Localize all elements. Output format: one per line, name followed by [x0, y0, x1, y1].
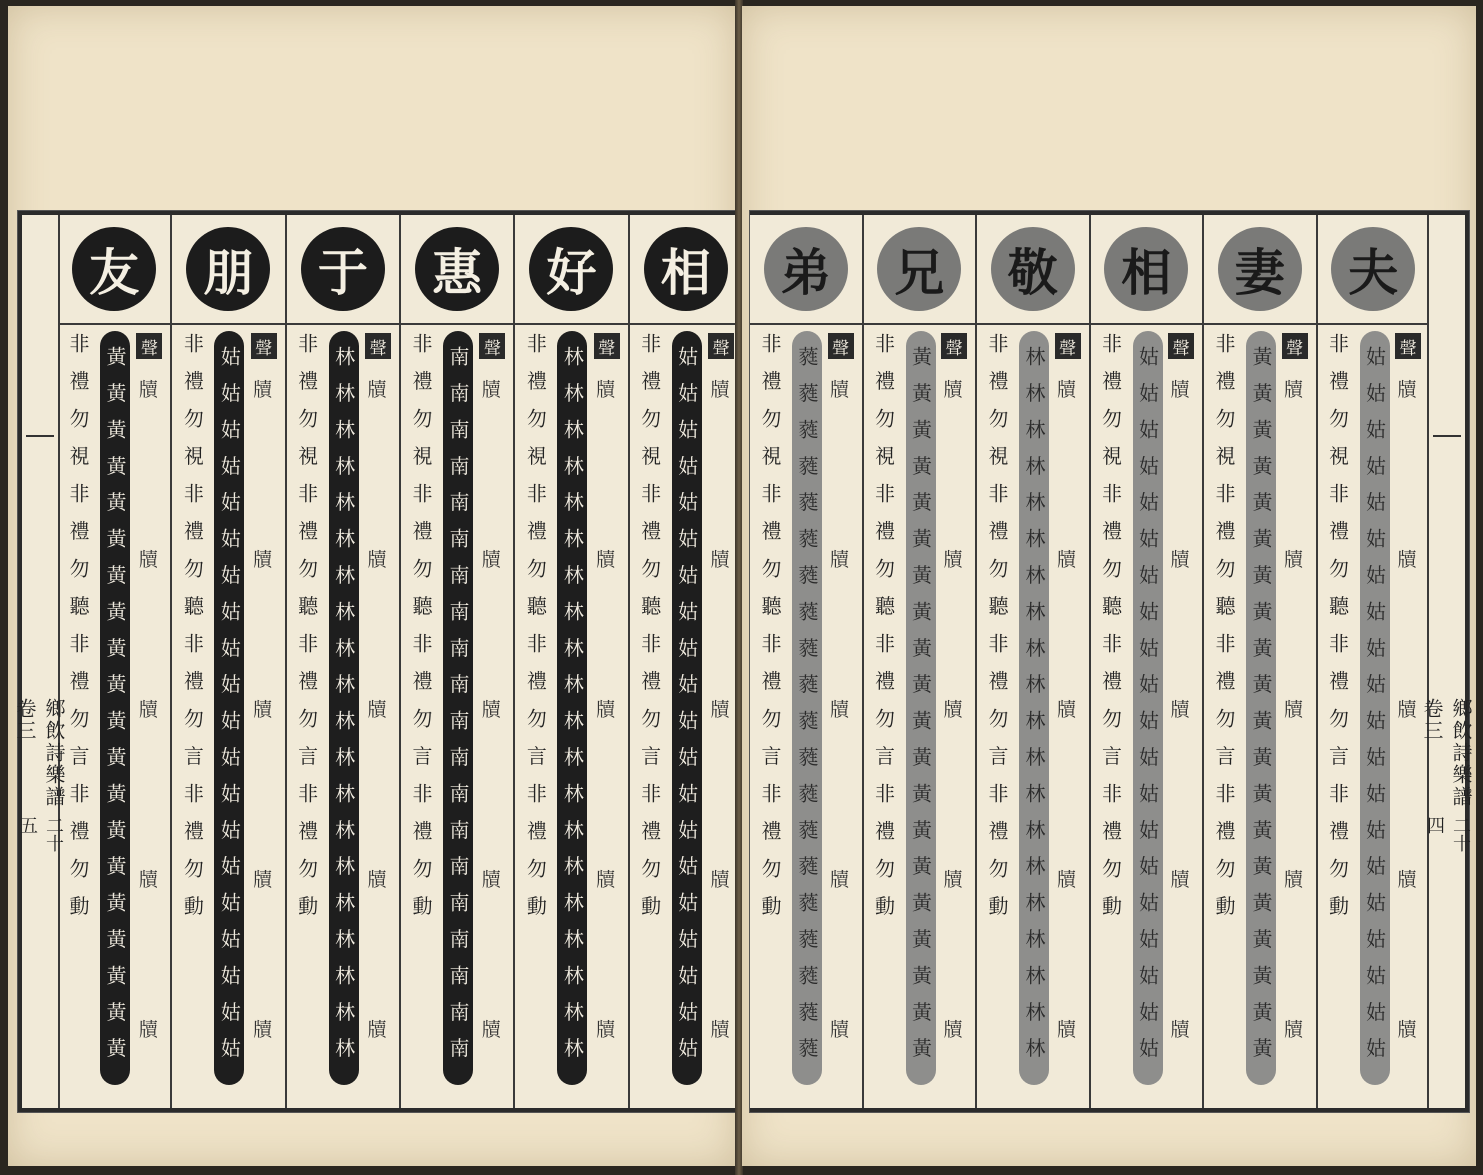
du-mark: 牘	[481, 869, 501, 891]
du-mark: 牘	[710, 379, 730, 401]
du-mark: 牘	[829, 699, 849, 721]
du-mark: 牘	[943, 549, 963, 571]
pitch-band: 姑姑姑姑姑姑姑姑姑姑姑姑姑姑姑姑姑姑姑姑	[1133, 331, 1163, 1085]
du-mark: 牘	[829, 549, 849, 571]
du-mark: 牘	[1170, 379, 1190, 401]
du-mark: 牘	[138, 549, 158, 571]
pitch-band: 黃黃黃黃黃黃黃黃黃黃黃黃黃黃黃黃黃黃黃黃	[100, 331, 130, 1085]
title-cell	[1091, 215, 1203, 325]
right-margin-number: 二十四	[1424, 816, 1471, 853]
title-cell	[750, 215, 862, 325]
du-mark: 牘	[829, 869, 849, 891]
sheng-mark: 聲	[136, 333, 162, 359]
score-column	[750, 215, 862, 1108]
du-mark: 牘	[138, 869, 158, 891]
lyric-seal: 妻	[1218, 227, 1302, 311]
left-margin	[13, 215, 66, 1108]
du-mark: 牘	[710, 869, 730, 891]
score-column	[170, 215, 284, 1108]
lyric-text: 非禮勿視非禮勿聽非禮勿言非禮勿動	[637, 333, 662, 933]
du-mark: 牘	[1397, 699, 1417, 721]
right-frame	[750, 211, 1473, 1112]
lyric-text: 非禮勿視非禮勿聽非禮勿言非禮勿動	[985, 333, 1009, 933]
lyric-text: 非禮勿視非禮勿聽非禮勿言非禮勿動	[408, 333, 433, 933]
lyric-seal: 夫	[1331, 227, 1415, 311]
left-margin-title: 鄉飲詩樂譜卷三	[13, 697, 66, 808]
du-mark: 牘	[1170, 699, 1190, 721]
du-mark: 牘	[596, 699, 616, 721]
du-mark: 牘	[367, 379, 387, 401]
du-mark: 牘	[1283, 549, 1303, 571]
pitch-band: 姑姑姑姑姑姑姑姑姑姑姑姑姑姑姑姑姑姑姑姑	[1360, 331, 1390, 1085]
du-mark: 牘	[710, 549, 730, 571]
lyric-seal: 于	[301, 227, 385, 311]
title-cell	[1204, 215, 1316, 325]
left-frame	[13, 211, 742, 1112]
du-mark: 牘	[710, 699, 730, 721]
du-mark: 牘	[367, 549, 387, 571]
du-mark: 牘	[710, 1019, 730, 1041]
sheng-mark: 聲	[251, 333, 277, 359]
lyric-seal: 敬	[991, 227, 1075, 311]
lyric-text: 非禮勿視非禮勿聽非禮勿言非禮勿動	[1212, 333, 1236, 933]
fishtail-mark	[1433, 435, 1461, 448]
du-mark: 牘	[481, 699, 501, 721]
du-mark: 牘	[1397, 1019, 1417, 1041]
pitch-band: 林林林林林林林林林林林林林林林林林林林林	[557, 331, 587, 1085]
pitch-band: 南南南南南南南南南南南南南南南南南南南南	[443, 331, 473, 1085]
du-mark: 牘	[1056, 1019, 1076, 1041]
du-mark: 牘	[253, 1019, 273, 1041]
lyric-text: 非禮勿視非禮勿聽非禮勿言非禮勿動	[523, 333, 548, 933]
sheng-mark: 聲	[479, 333, 505, 359]
du-mark: 牘	[1056, 699, 1076, 721]
title-cell	[1318, 215, 1430, 325]
title-cell	[172, 215, 284, 325]
pitch-band: 黃黃黃黃黃黃黃黃黃黃黃黃黃黃黃黃黃黃黃黃	[906, 331, 936, 1085]
du-mark: 牘	[253, 549, 273, 571]
pitch-band: 林林林林林林林林林林林林林林林林林林林林	[1019, 331, 1049, 1085]
du-mark: 牘	[138, 699, 158, 721]
du-mark: 牘	[481, 1019, 501, 1041]
left-columns	[58, 215, 742, 1108]
du-mark: 牘	[1397, 869, 1417, 891]
left-page	[8, 6, 736, 1166]
du-mark: 牘	[1170, 1019, 1190, 1041]
lyric-text: 非禮勿視非禮勿聽非禮勿言非禮勿動	[871, 333, 896, 933]
sheng-mark: 聲	[1055, 333, 1081, 359]
score-column	[628, 215, 742, 1108]
du-mark: 牘	[943, 379, 963, 401]
du-mark: 牘	[367, 699, 387, 721]
pitch-band: 林林林林林林林林林林林林林林林林林林林林	[329, 331, 359, 1085]
du-mark: 牘	[1056, 549, 1076, 571]
title-cell	[287, 215, 399, 325]
du-mark: 牘	[596, 1019, 616, 1041]
du-mark: 牘	[367, 1019, 387, 1041]
du-mark: 牘	[1397, 379, 1417, 401]
du-mark: 牘	[829, 379, 849, 401]
du-mark: 牘	[829, 1019, 849, 1041]
sheng-mark: 聲	[941, 333, 967, 359]
du-mark: 牘	[1283, 1019, 1303, 1041]
lyric-text: 非禮勿視非禮勿聽非禮勿言非禮勿動	[758, 333, 782, 933]
lyric-text: 非禮勿視非禮勿聽非禮勿言非禮勿動	[180, 333, 205, 933]
lyric-text: 非禮勿視非禮勿聽非禮勿言非禮勿動	[294, 333, 319, 933]
du-mark: 牘	[253, 699, 273, 721]
score-column	[1316, 215, 1430, 1108]
sheng-mark: 聲	[828, 333, 854, 359]
lyric-seal: 惠	[415, 227, 499, 311]
score-column	[285, 215, 399, 1108]
title-cell	[401, 215, 513, 325]
lyric-text: 非禮勿視非禮勿聽非禮勿言非禮勿動	[1098, 333, 1123, 933]
du-mark: 牘	[1056, 379, 1076, 401]
du-mark: 牘	[253, 869, 273, 891]
right-page	[742, 6, 1476, 1166]
lyric-seal: 弟	[764, 227, 848, 311]
pitch-band: 姑姑姑姑姑姑姑姑姑姑姑姑姑姑姑姑姑姑姑姑	[214, 331, 244, 1085]
score-column	[975, 215, 1089, 1108]
lyric-text: 非禮勿視非禮勿聽非禮勿言非禮勿動	[1325, 333, 1350, 933]
du-mark: 牘	[943, 699, 963, 721]
lyric-seal: 兄	[877, 227, 961, 311]
du-mark: 牘	[481, 549, 501, 571]
right-columns	[750, 215, 1429, 1108]
du-mark: 牘	[367, 869, 387, 891]
left-margin-number: 二十五	[17, 816, 64, 853]
sheng-mark: 聲	[594, 333, 620, 359]
score-column	[58, 215, 170, 1108]
lyric-text: 非禮勿視非禮勿聽非禮勿言非禮勿動	[66, 333, 90, 933]
pitch-band: 姑姑姑姑姑姑姑姑姑姑姑姑姑姑姑姑姑姑姑姑	[672, 331, 702, 1085]
sheng-mark: 聲	[1395, 333, 1421, 359]
du-mark: 牘	[1283, 379, 1303, 401]
lyric-seal: 相	[1104, 227, 1188, 311]
du-mark: 牘	[1283, 869, 1303, 891]
score-column	[1089, 215, 1203, 1108]
du-mark: 牘	[1056, 869, 1076, 891]
lyric-seal: 相	[644, 227, 728, 311]
du-mark: 牘	[138, 379, 158, 401]
right-margin-title: 鄉飲詩樂譜卷三	[1420, 697, 1473, 808]
pitch-band: 黃黃黃黃黃黃黃黃黃黃黃黃黃黃黃黃黃黃黃黃	[1246, 331, 1276, 1085]
du-mark: 牘	[596, 869, 616, 891]
du-mark: 牘	[1283, 699, 1303, 721]
sheng-mark: 聲	[1168, 333, 1194, 359]
title-cell	[864, 215, 976, 325]
du-mark: 牘	[596, 549, 616, 571]
title-cell	[58, 215, 170, 325]
lyric-seal: 好	[529, 227, 613, 311]
du-mark: 牘	[596, 379, 616, 401]
lyric-seal: 朋	[186, 227, 270, 311]
score-column	[513, 215, 627, 1108]
du-mark: 牘	[943, 869, 963, 891]
title-cell	[515, 215, 627, 325]
score-column	[862, 215, 976, 1108]
score-column	[1202, 215, 1316, 1108]
sheng-mark: 聲	[365, 333, 391, 359]
title-cell	[977, 215, 1089, 325]
score-column	[399, 215, 513, 1108]
lyric-seal: 友	[72, 227, 156, 311]
du-mark: 牘	[138, 1019, 158, 1041]
title-cell	[630, 215, 742, 325]
sheng-mark: 聲	[1282, 333, 1308, 359]
fishtail-mark	[26, 435, 54, 448]
pitch-band: 蕤蕤蕤蕤蕤蕤蕤蕤蕤蕤蕤蕤蕤蕤蕤蕤蕤蕤蕤蕤	[792, 331, 822, 1085]
sheng-mark: 聲	[708, 333, 734, 359]
du-mark: 牘	[481, 379, 501, 401]
du-mark: 牘	[1170, 869, 1190, 891]
du-mark: 牘	[943, 1019, 963, 1041]
du-mark: 牘	[1170, 549, 1190, 571]
du-mark: 牘	[1397, 549, 1417, 571]
right-margin	[1420, 215, 1473, 1108]
du-mark: 牘	[253, 379, 273, 401]
